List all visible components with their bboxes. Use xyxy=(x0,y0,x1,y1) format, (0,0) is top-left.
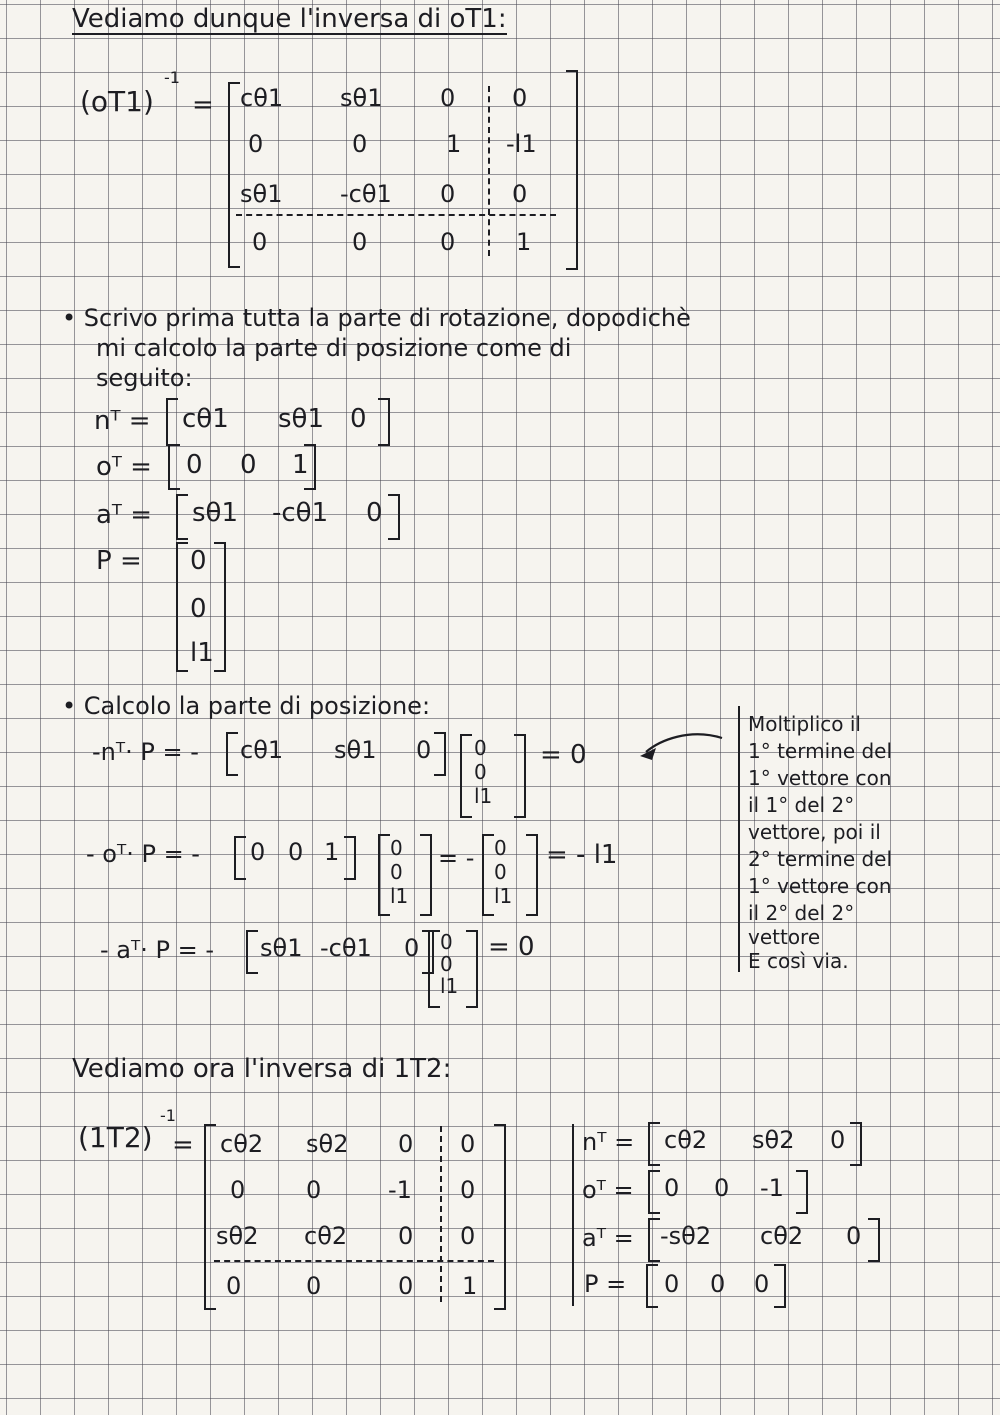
m2-cell: 0 xyxy=(306,1272,322,1300)
calc1-lhs: -nᵀ· P = - xyxy=(92,738,199,766)
matrix1-equals: = xyxy=(192,90,214,120)
vector2-n-label: nᵀ = xyxy=(582,1128,635,1156)
m1-cell: 0 xyxy=(512,180,528,208)
vector2-p-value: 0 xyxy=(754,1270,770,1298)
vector-n-label: nᵀ = xyxy=(94,406,151,436)
side-note-line: 1° vettore con xyxy=(748,874,892,898)
section2-title: Vediamo ora l'inversa di 1T2: xyxy=(72,1054,452,1084)
vector2-n-value: cθ2 xyxy=(664,1126,708,1154)
side-note-line: 1° vettore con xyxy=(748,766,892,790)
side-note-line: il 1° del 2° xyxy=(748,793,855,817)
calc2-lhs: - oᵀ· P = - xyxy=(86,840,200,868)
m2-cell: 0 xyxy=(398,1272,414,1300)
m2-cell: cθ2 xyxy=(304,1222,348,1250)
vector2-o-value: 0 xyxy=(664,1174,680,1202)
calc3-col-value: 0 xyxy=(440,930,453,954)
vector2-p-value: 0 xyxy=(664,1270,680,1298)
matrix1-exponent: -1 xyxy=(164,68,180,87)
m1-cell: 0 xyxy=(440,180,456,208)
vector-n-value: cθ1 xyxy=(182,404,229,434)
m2-cell: 0 xyxy=(460,1130,476,1158)
m1-cell: -l1 xyxy=(506,130,537,158)
side-note-line: il 2° del 2° xyxy=(748,901,855,925)
vector-a-value: sθ1 xyxy=(192,498,238,528)
side-note-line: E così via. xyxy=(748,949,849,973)
calc2-col2-value: 0 xyxy=(494,836,507,860)
m2-cell: 0 xyxy=(226,1272,242,1300)
calc1-row-value: cθ1 xyxy=(240,736,284,764)
note-arrow-curve xyxy=(646,734,722,752)
matrix2-vertical-divider xyxy=(440,1126,442,1302)
calc2-col-value: 0 xyxy=(390,860,403,884)
calc2-row-value: 0 xyxy=(288,838,304,866)
vector-o-value: 1 xyxy=(292,450,309,480)
side-note-line: 1° termine del xyxy=(748,739,893,763)
calc2-col2-value: l1 xyxy=(494,884,513,908)
note1-line: seguito: xyxy=(96,364,193,392)
vector-o-label: oᵀ = xyxy=(96,452,152,482)
vector-a-value: 0 xyxy=(366,498,383,528)
vector-n-value: sθ1 xyxy=(278,404,324,434)
vector2-o-left-bracket xyxy=(648,1170,660,1214)
vector-p-value: l1 xyxy=(190,638,214,668)
calc3-row-value: sθ1 xyxy=(260,934,303,962)
calc2-col-value: 0 xyxy=(390,836,403,860)
matrix1-lhs: (oT1) xyxy=(80,85,154,118)
calc3-result: = 0 xyxy=(488,932,535,962)
vector2-a-left-bracket xyxy=(648,1218,660,1262)
calc3-col-value: l1 xyxy=(440,974,459,998)
vector-p-label: P = xyxy=(96,546,142,576)
vector2-a-value: 0 xyxy=(846,1222,862,1250)
note1-line: mi calcolo la parte di posizione come di xyxy=(96,334,572,362)
matrix2-right-bracket xyxy=(494,1124,506,1310)
matrix2-left-bracket xyxy=(204,1124,216,1310)
calc2-col2-value: 0 xyxy=(494,860,507,884)
vector-p-value: 0 xyxy=(190,546,207,576)
vector2-p-left-bracket xyxy=(646,1264,658,1308)
calc1-row-value: sθ1 xyxy=(334,736,377,764)
vector-a-label: aᵀ = xyxy=(96,500,152,530)
m2-cell: 0 xyxy=(398,1130,414,1158)
m2-cell: -1 xyxy=(388,1176,412,1204)
calc3-row-value: -cθ1 xyxy=(320,934,372,962)
m1-cell: 0 xyxy=(440,84,456,112)
vector2-o-right-bracket xyxy=(796,1170,808,1214)
note1-line: • Scrivo prima tutta la parte di rotazione, dopodichè xyxy=(62,304,691,332)
matrix2-equals: = xyxy=(172,1130,194,1160)
vector2-p-value: 0 xyxy=(710,1270,726,1298)
calc3-lhs: - aᵀ· P = - xyxy=(100,936,214,964)
calc2-row-value: 0 xyxy=(250,838,266,866)
matrix2-lhs: (1T2) xyxy=(78,1121,153,1154)
vector2-n-value: sθ2 xyxy=(752,1126,795,1154)
vector-n-value: 0 xyxy=(350,404,367,434)
calc1-result: = 0 xyxy=(540,740,587,770)
calc2-result: = - l1 xyxy=(546,840,618,870)
m1-cell: 0 xyxy=(248,130,264,158)
calc2-row-value: 1 xyxy=(324,838,340,866)
m1-cell: 0 xyxy=(352,130,368,158)
calc2-col-value: l1 xyxy=(390,884,409,908)
side-note-line: vettore, poi il xyxy=(748,820,881,844)
calc1-col-value: l1 xyxy=(474,784,493,808)
m2-cell: sθ2 xyxy=(306,1130,349,1158)
vector2-o-value: 0 xyxy=(714,1174,730,1202)
m1-cell: 0 xyxy=(440,228,456,256)
m2-cell: cθ2 xyxy=(220,1130,264,1158)
side-note-line: 2° termine del xyxy=(748,847,893,871)
vector2-a-value: -sθ2 xyxy=(660,1222,712,1250)
m2-cell: sθ2 xyxy=(216,1222,259,1250)
m1-cell: sθ1 xyxy=(340,84,383,112)
m1-cell: 0 xyxy=(352,228,368,256)
vector2-n-value: 0 xyxy=(830,1126,846,1154)
calc3-col-value: 0 xyxy=(440,952,453,976)
vector-a-value: -cθ1 xyxy=(272,498,329,528)
calc-heading: • Calcolo la parte di posizione: xyxy=(62,692,431,720)
m2-cell: 0 xyxy=(460,1176,476,1204)
m2-cell: 0 xyxy=(460,1222,476,1250)
m1-cell: cθ1 xyxy=(240,84,284,112)
m2-cell: 0 xyxy=(306,1176,322,1204)
vector2-o-label: oᵀ = xyxy=(582,1176,634,1204)
calc1-row-value: 0 xyxy=(416,736,432,764)
m1-cell: 0 xyxy=(512,84,528,112)
vector2-n-right-bracket xyxy=(850,1122,862,1166)
vector2-a-value: cθ2 xyxy=(760,1222,804,1250)
m2-cell: 0 xyxy=(398,1222,414,1250)
vector2-a-right-bracket xyxy=(868,1218,880,1262)
m2-cell: 0 xyxy=(230,1176,246,1204)
calc3-row-value: 0 xyxy=(404,934,420,962)
m1-cell: -cθ1 xyxy=(340,180,392,208)
vector2-o-value: -1 xyxy=(760,1174,784,1202)
calc2-equals: = - xyxy=(438,844,475,872)
page-title: Vediamo dunque l'inversa di oT1: xyxy=(72,4,507,34)
vectors2-divider xyxy=(572,1124,574,1306)
vector-o-value: 0 xyxy=(240,450,257,480)
m2-cell: 1 xyxy=(462,1272,478,1300)
m1-cell: 0 xyxy=(252,228,268,256)
m1-cell: sθ1 xyxy=(240,180,283,208)
calc1-col-value: 0 xyxy=(474,736,487,760)
m1-cell: 1 xyxy=(516,228,532,256)
vector2-p-label: P = xyxy=(584,1270,627,1298)
vector-o-value: 0 xyxy=(186,450,203,480)
matrix2-horizontal-divider xyxy=(214,1260,494,1262)
vector2-a-label: aᵀ = xyxy=(582,1224,634,1252)
side-note-line: vettore xyxy=(748,925,821,949)
vector2-n-left-bracket xyxy=(648,1122,660,1166)
vector-p-value: 0 xyxy=(190,594,207,624)
m1-cell: 1 xyxy=(446,130,462,158)
side-note-line: Moltiplico il xyxy=(748,712,861,736)
vector2-p-right-bracket xyxy=(774,1264,786,1308)
matrix2-exponent: -1 xyxy=(160,1106,176,1125)
calc1-col-value: 0 xyxy=(474,760,487,784)
